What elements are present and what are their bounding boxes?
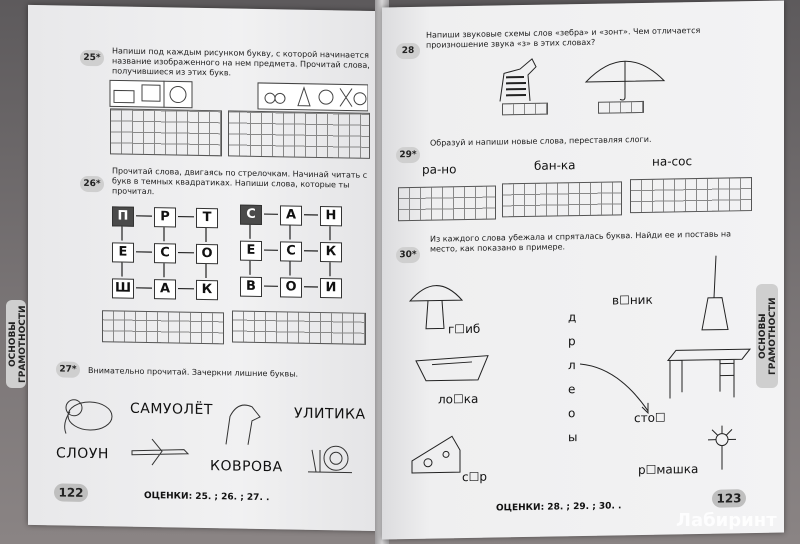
letter-box: Р <box>154 207 176 227</box>
chamomile-icon <box>702 421 742 472</box>
zebra-sound-scheme[interactable] <box>502 103 548 116</box>
letter-box: Е <box>240 241 262 261</box>
exercise-30-number: 30* <box>396 247 420 263</box>
exercise-27-number: 27* <box>56 361 80 377</box>
syllable-word-1: ра-но <box>422 162 457 177</box>
letter-box: А <box>280 205 302 225</box>
word-romashka: р☐машка <box>638 461 699 478</box>
cheese-icon <box>408 432 464 477</box>
syllable-word-3: на-сос <box>652 154 693 169</box>
hidden-letter-r: р <box>568 334 576 349</box>
exercise-29-grid-1[interactable] <box>398 186 496 222</box>
word-grib: г☐иб <box>448 321 481 337</box>
exercise-27-text: Внимательно прочитай. Зачеркни лишние буквы. <box>88 365 299 379</box>
letter-box: О <box>280 277 302 297</box>
page-number-left: 122 <box>54 483 88 502</box>
exercise-25-grid-1[interactable] <box>110 108 222 156</box>
hidden-letter-l: л <box>568 358 576 373</box>
side-tab-right: ОСНОВЫ ГРАМОТНОСТИ <box>756 284 778 388</box>
letter-box: С <box>154 243 176 263</box>
exercise-28-text: Напиши звуковые схемы слов «зебра» и «зонт». Чем отличается произношение звука «з» в этих словах? <box>426 25 701 50</box>
broom-icon <box>694 253 734 334</box>
letter-box: С <box>280 241 302 261</box>
watermark-logo: Лабиринт <box>676 510 777 531</box>
letter-box: А <box>154 279 176 299</box>
airplane-icon <box>128 431 192 472</box>
letter-box: Е <box>112 242 134 262</box>
exercise-26-text: Прочитай слова, двигаясь по стрелочкам. Начинай читать с букв в темных квадратиках. Напиши слова, которые ты прочитал. <box>112 166 368 197</box>
exercise-29-grid-3[interactable] <box>630 177 752 213</box>
word-ulitika: УЛИТИКА <box>294 405 366 423</box>
exercise-28-number: 28 <box>396 43 420 59</box>
exercise-25-text: Напиши под каждым рисунком букву, с которой начинается название изображенного на нем предмета. Прочитай слова, получившиеся из этих букв. <box>112 46 370 78</box>
umbrella-icon <box>582 51 668 105</box>
letter-box: О <box>196 244 218 264</box>
letter-box: С <box>240 205 262 225</box>
exercise-26-answer-grid-2[interactable] <box>232 310 366 344</box>
exercise-25-number: 25* <box>80 50 104 66</box>
footer-grades-left: ОЦЕНКИ: 25. ; 26. ; 27. . <box>144 490 270 504</box>
letter-box: И <box>320 278 342 298</box>
exercise-25-pictures <box>108 78 368 113</box>
word-sloun: СЛОУН <box>56 445 109 463</box>
letter-box: К <box>196 280 218 300</box>
hidden-letter-e: е <box>568 382 576 397</box>
letter-box: В <box>240 277 262 297</box>
right-grid-arrows <box>240 205 350 299</box>
word-samuolet: САМУОЛЁТ <box>130 400 213 419</box>
table-icon <box>662 345 752 403</box>
hidden-letter-o: о <box>568 406 576 421</box>
word-kovrova: КОВРОВА <box>210 458 283 476</box>
letter-box: П <box>112 206 134 226</box>
snail-icon <box>306 440 356 477</box>
left-page <box>28 5 380 531</box>
zebra-icon <box>494 55 540 106</box>
exercise-29-number: 29* <box>396 147 420 163</box>
elephant-icon <box>58 393 118 438</box>
exercise-25-grid-2[interactable] <box>228 110 370 158</box>
exercise-29-text: Образуй и напиши новые слова, переставляя слоги. <box>430 134 652 148</box>
hidden-letter-y: ы <box>568 430 578 445</box>
word-venik: в☐ник <box>612 292 653 308</box>
letter-box: Н <box>320 206 342 226</box>
left-grid-arrows <box>112 206 222 300</box>
word-lodka: ло☐ка <box>438 391 479 407</box>
footer-grades-right: ОЦЕНКИ: 28. ; 29. ; 30. . <box>496 501 622 514</box>
zont-sound-scheme[interactable] <box>598 101 644 114</box>
exercise-26-answer-grid-1[interactable] <box>102 310 224 344</box>
hidden-letter-d: д <box>568 310 577 325</box>
word-syr: с☐р <box>462 469 487 485</box>
exercise-26-number: 26* <box>80 176 104 192</box>
exercise-30-text: Из каждого слова убежала и спряталась буква. Найди ее и поставь на место, как показано в примере. <box>430 229 732 254</box>
page-number-right: 123 <box>712 489 746 508</box>
right-page <box>382 0 784 539</box>
example-arrow <box>578 357 658 418</box>
letter-box: Т <box>196 208 218 228</box>
word-stol: сто☐ <box>634 410 666 426</box>
exercise-29-grid-2[interactable] <box>502 181 622 217</box>
boat-icon <box>412 346 492 387</box>
syllable-word-2: бан-ка <box>534 158 576 173</box>
letter-box: Ш <box>112 278 134 298</box>
side-tab-left: ОСНОВЫ ГРАМОТНОСТИ <box>6 300 26 388</box>
letter-box: К <box>320 242 342 262</box>
horse-icon <box>218 396 268 451</box>
